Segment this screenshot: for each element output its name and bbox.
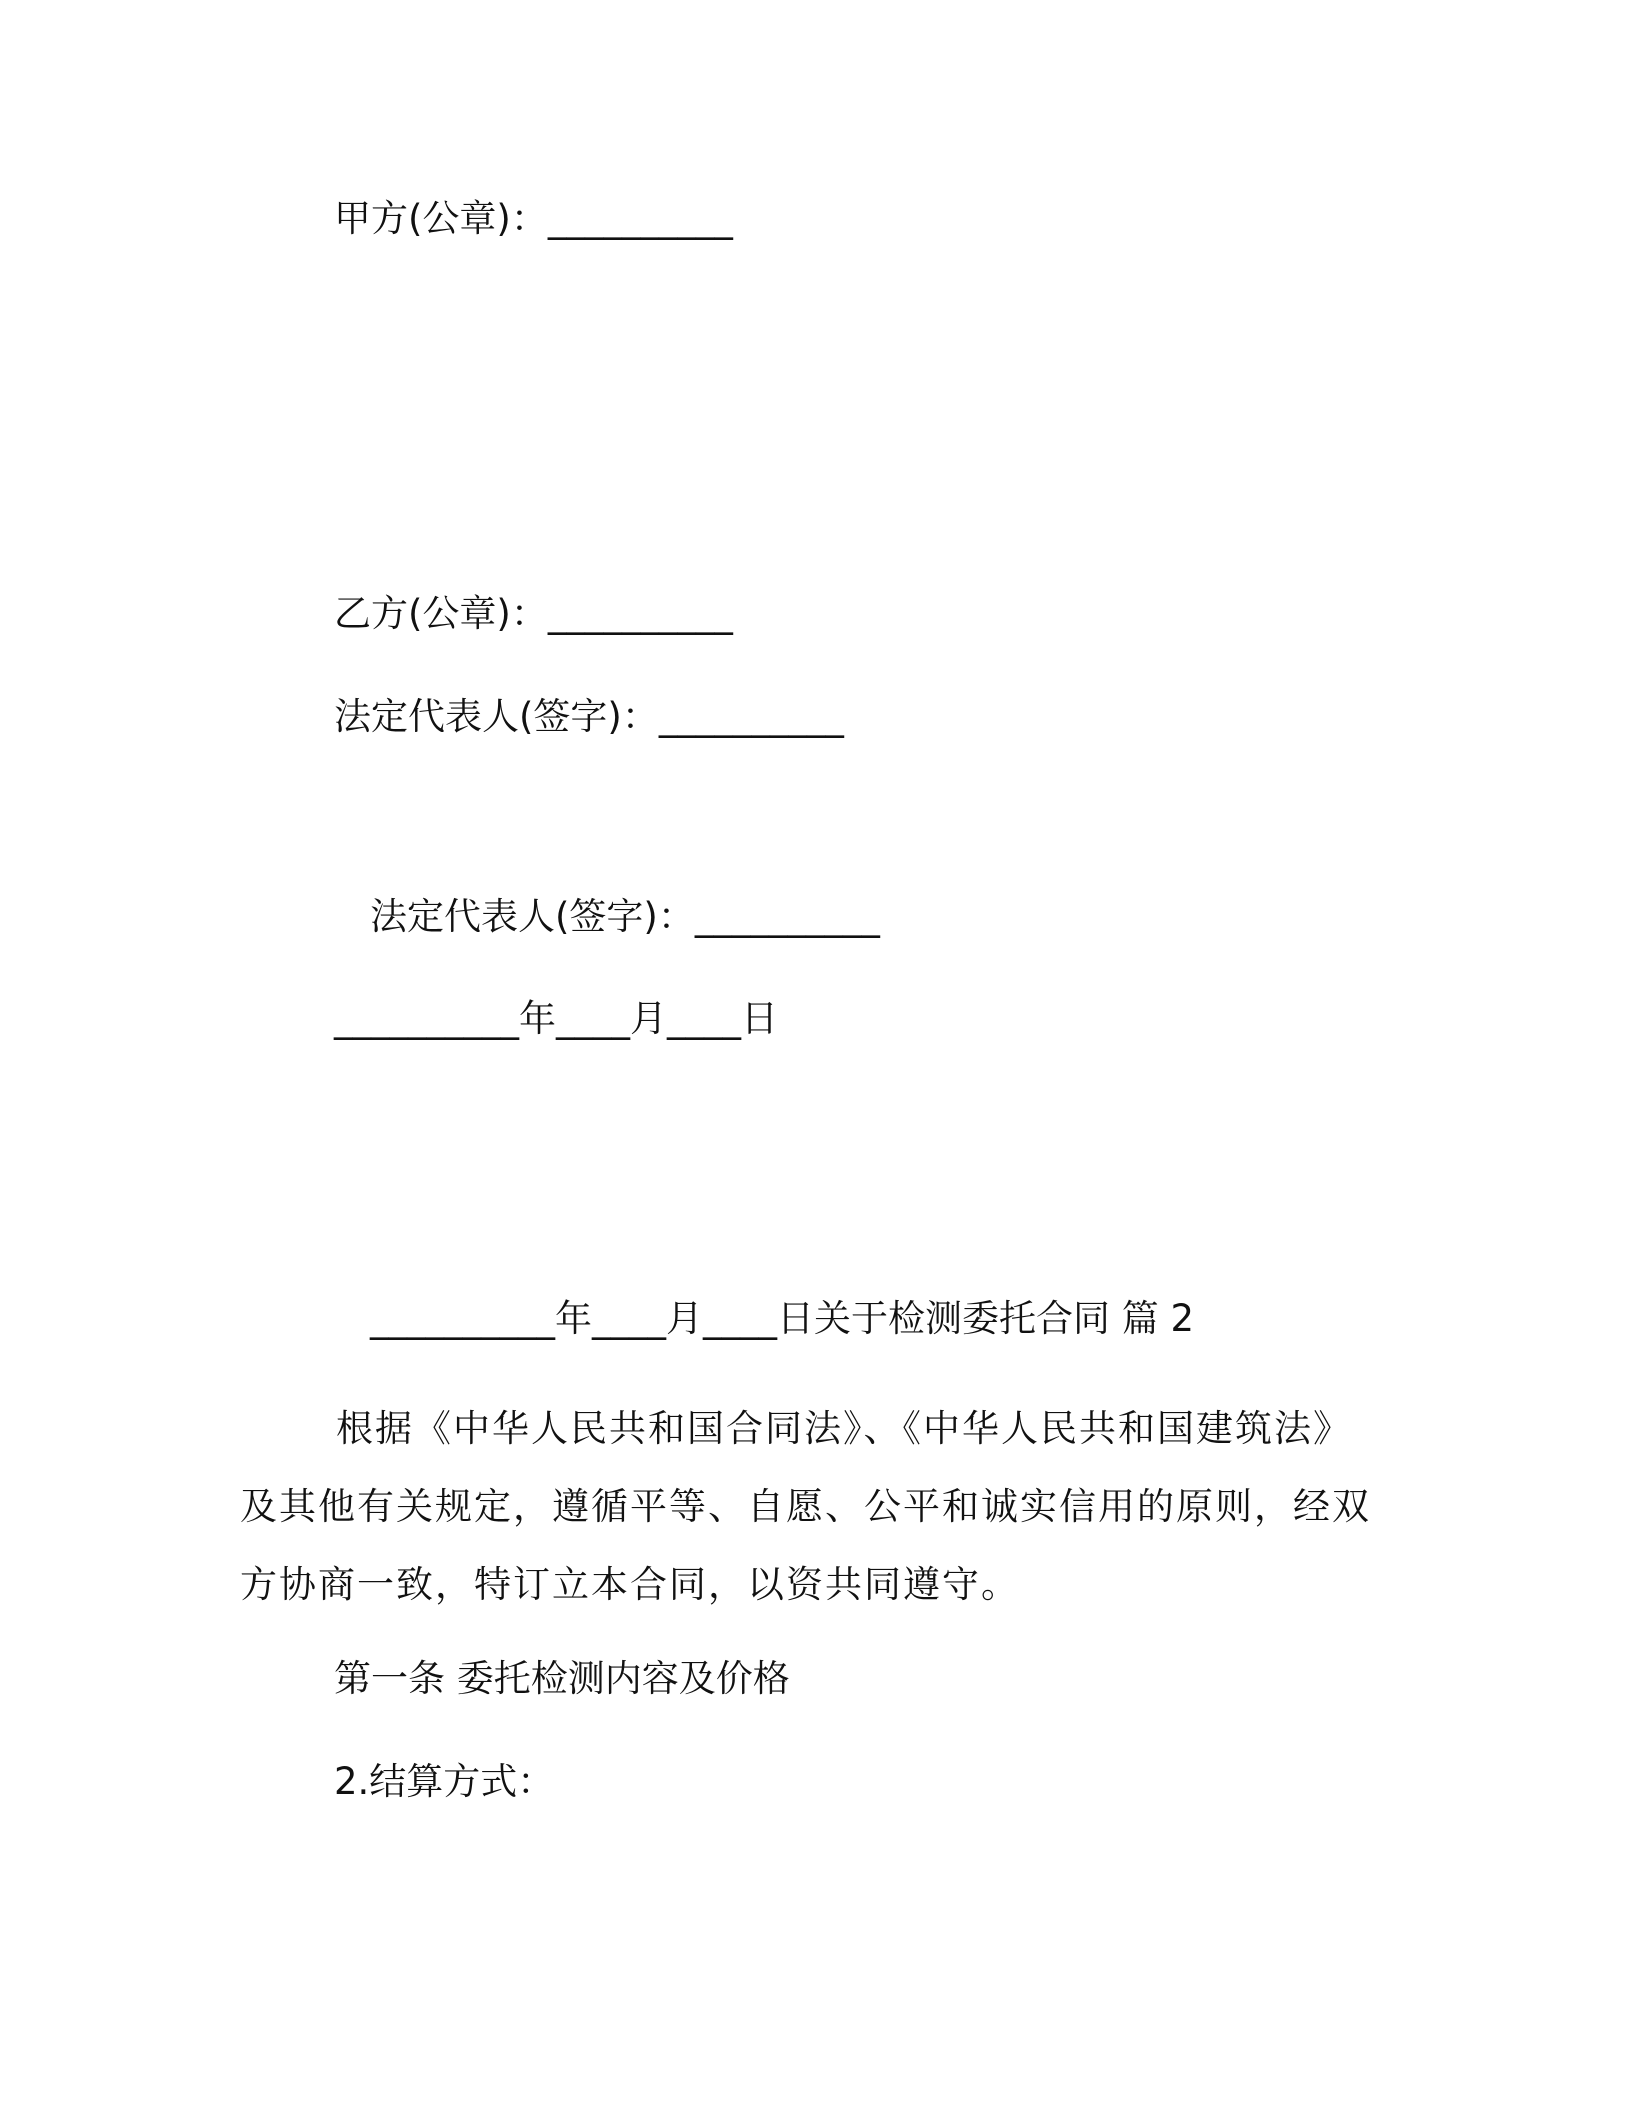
settlement-method-heading: 2.结算方式：	[334, 1760, 555, 1803]
legal-representative-line-2: 法定代表人(签字)：__________	[370, 895, 880, 938]
party-b-seal-line: 乙方(公章)：__________	[334, 592, 733, 635]
section-title: __________年____月____日关于检测委托合同 篇 2	[370, 1297, 1195, 1340]
article-1-heading: 第一条 委托检测内容及价格	[334, 1657, 790, 1700]
signing-date-line: __________年____月____日	[334, 997, 778, 1040]
party-a-seal-line: 甲方(公章)：__________	[334, 197, 733, 240]
legal-representative-line-1: 法定代表人(签字)：__________	[334, 695, 844, 738]
intro-paragraph: 根据《中华人民共和国合同法》、《中华人民共和国建筑法》及其他有关规定，遵循平等、自愿、公平和诚实信用的原则，经双方协商一致，特订立本合同，以资共同遵守。	[240, 1407, 1371, 1606]
